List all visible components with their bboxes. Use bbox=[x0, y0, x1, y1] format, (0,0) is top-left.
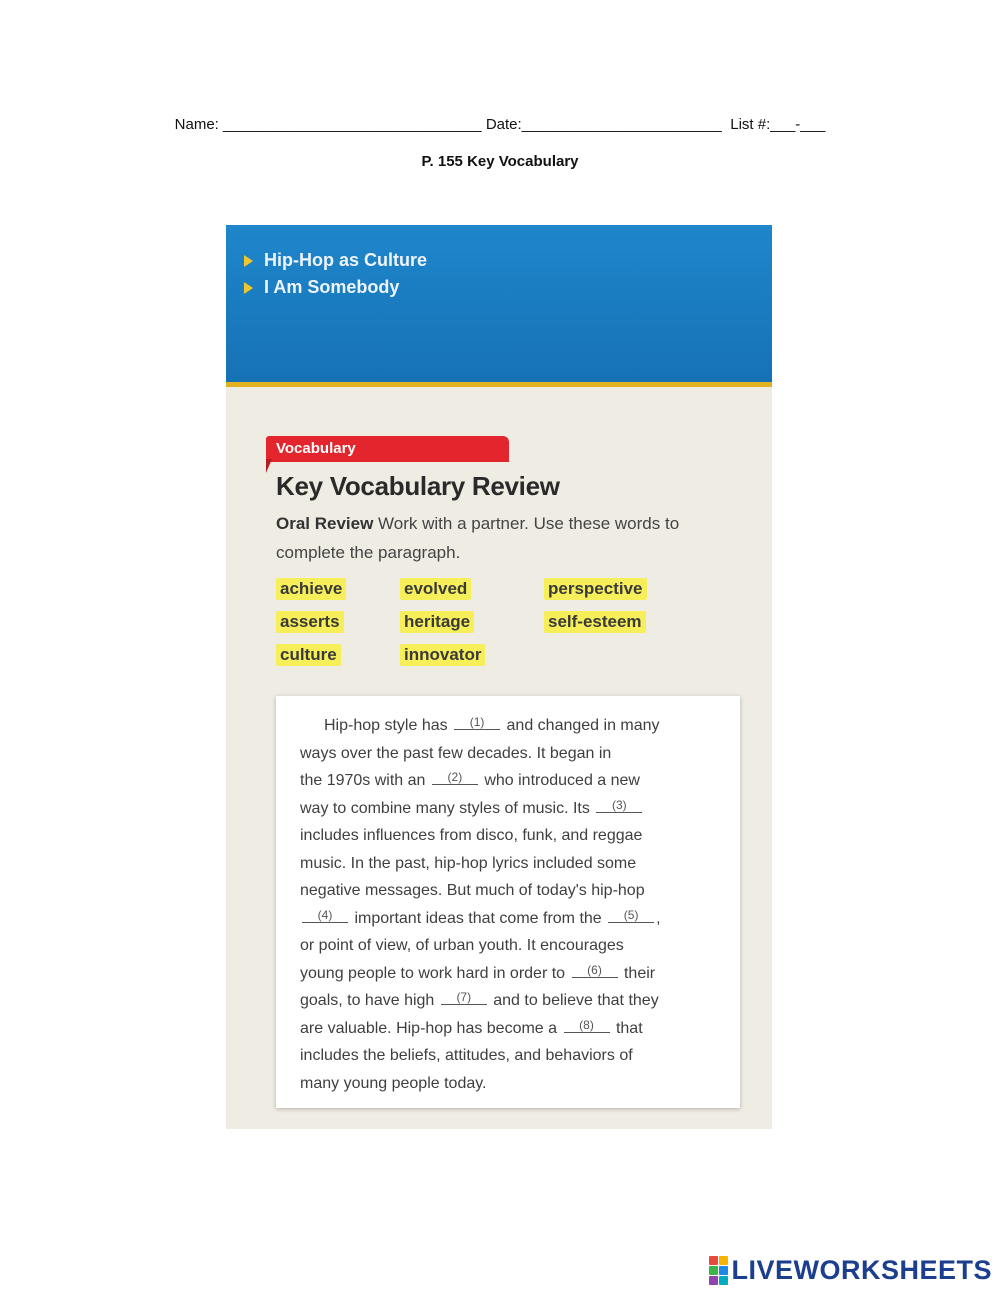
brand-name: LIVEWORKSHEETS bbox=[731, 1255, 992, 1285]
selection-banner bbox=[226, 225, 772, 382]
word-bank-item: innovator bbox=[400, 644, 485, 666]
vocabulary-tab: Vocabulary bbox=[266, 436, 509, 462]
liveworksheets-logo bbox=[709, 1255, 992, 1286]
page-subtitle: P. 155 Key Vocabulary bbox=[421, 153, 579, 170]
date-field[interactable]: ________________________ bbox=[521, 116, 722, 133]
selection-item-2 bbox=[244, 277, 399, 298]
cloze-passage: Hip-hop style has (1) and changed in many ways over the past few decades. It began in the 1970s with an (2) who introduced a new way to combine many styles of music. Its (3) includes influences from disco, funk, and reggae music. In the past, hip-hop lyrics included some negative messages. But much of today's hip-hop (4) important ideas that come from the (5) , or point of view, of urban youth. It encourages young people to work hard in order to (6) their goals, to have high (7) and to believe that they are valuable. Hip-hop has become a (8) that includes the beliefs, attitudes, and behaviors of many young people today. bbox=[300, 715, 661, 1092]
tab-flag bbox=[266, 459, 272, 473]
selection-label: I Am Somebody bbox=[264, 277, 400, 297]
oral-review-text: Work with a partner. Use these words to complete the paragraph. bbox=[276, 514, 680, 562]
word-bank-item: achieve bbox=[276, 578, 346, 600]
name-field[interactable]: _______________________________ bbox=[218, 116, 486, 133]
list-field[interactable]: ___-___ bbox=[770, 116, 826, 133]
oral-review-label: Oral Review bbox=[276, 514, 374, 533]
blank-2[interactable]: (2) bbox=[432, 771, 478, 785]
oral-review-instructions bbox=[276, 509, 746, 567]
blank-5[interactable]: (5) bbox=[608, 909, 654, 923]
list-label: List #: bbox=[730, 116, 771, 133]
worksheet-header bbox=[0, 116, 1000, 133]
section-title: Key Vocabulary Review bbox=[276, 471, 560, 501]
triangle-bullet-icon bbox=[244, 255, 253, 267]
blank-4[interactable]: (4) bbox=[302, 909, 348, 923]
triangle-bullet-icon bbox=[244, 282, 253, 294]
blank-7[interactable]: (7) bbox=[441, 991, 487, 1005]
date-label: Date: bbox=[485, 116, 522, 133]
word-bank-item: culture bbox=[276, 644, 341, 666]
blank-3[interactable]: (3) bbox=[596, 799, 642, 813]
divider-strip bbox=[226, 382, 772, 387]
word-bank-item: asserts bbox=[276, 611, 344, 633]
selection-item-1 bbox=[244, 250, 427, 271]
blank-1[interactable]: (1) bbox=[454, 716, 500, 730]
name-label: Name: bbox=[174, 116, 219, 133]
textbook-page bbox=[226, 225, 772, 1129]
selection-label: Hip-Hop as Culture bbox=[264, 250, 428, 270]
word-bank-item: self-esteem bbox=[544, 611, 646, 633]
logo-blocks-icon bbox=[709, 1256, 728, 1285]
blank-6[interactable]: (6) bbox=[572, 964, 618, 978]
word-bank-item: perspective bbox=[544, 578, 647, 600]
blank-8[interactable]: (8) bbox=[564, 1019, 610, 1033]
word-bank-item: heritage bbox=[400, 611, 474, 633]
word-bank-item: evolved bbox=[400, 578, 471, 600]
passage-card bbox=[276, 696, 740, 1108]
